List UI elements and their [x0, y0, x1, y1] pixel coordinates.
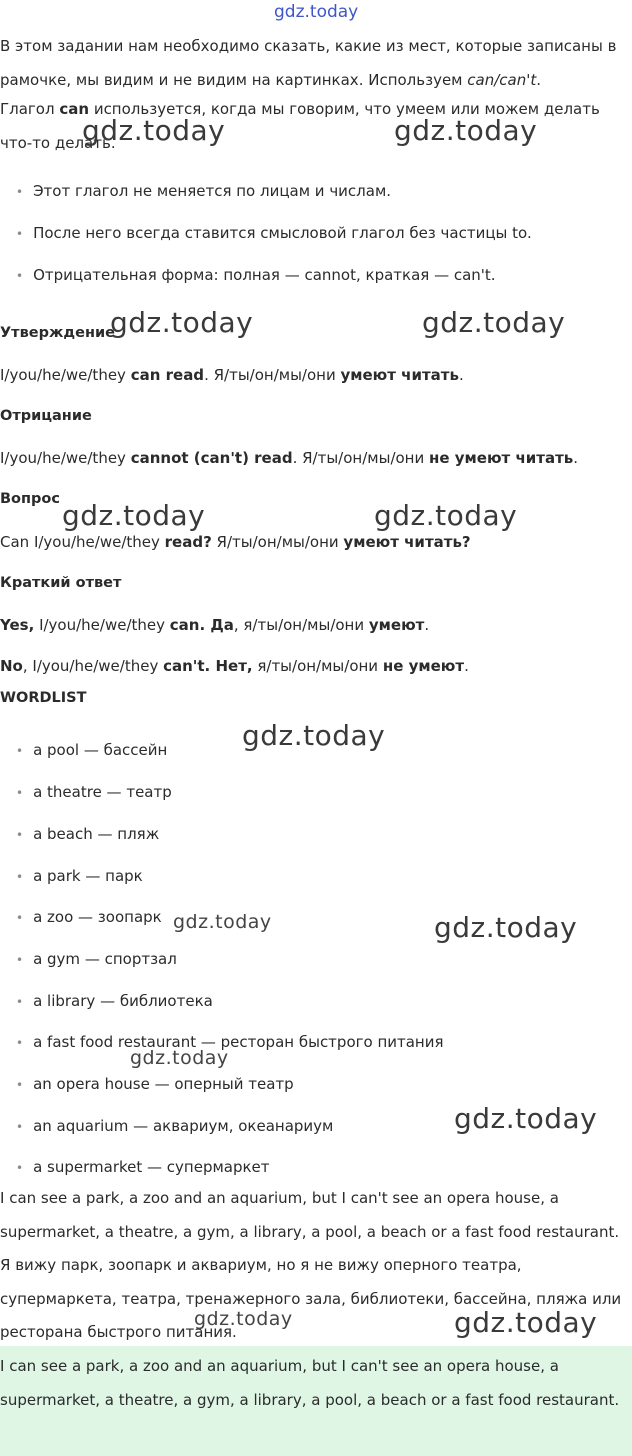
watermark: gdz.today [454, 1102, 598, 1135]
watermark: gdz.today [173, 911, 272, 933]
watermark: gdz.today [110, 306, 254, 339]
bullet-icon: • [16, 1078, 24, 1092]
watermark: gdz.today [454, 1306, 598, 1339]
bullet-icon: • [16, 870, 24, 884]
wordlist-item: • a fast food restaurant — ресторан быстрого питания [16, 1033, 444, 1051]
affirmative-heading: Утверждение [0, 325, 115, 341]
bullet-icon: • [16, 786, 24, 800]
wordlist-item: • a pool — бассейн [16, 741, 168, 759]
rule-item: • Этот глагол не меняется по лицам и числам. [16, 182, 392, 200]
short-answer-no: No, I/you/he/we/they can't. Нет, я/ты/он/мы/они не умеют. [0, 657, 469, 675]
bullet-icon: • [16, 744, 24, 758]
translation-paragraph: I can see a park, a zoo and an aquarium, but I can't see an opera house, a supermarket, a theatre, a gym, a library, a pool, a beach or a fast food restaurant. Я вижу парк, зоопарк и аквариум, но я не вижу оперного театра, супермаркета, театра, тренажерного зала, библиотеки, бассейна, пляжа или ресторана быстрого питания. [0, 1189, 622, 1341]
bullet-icon: • [16, 953, 24, 967]
wordlist-heading: WORDLIST [0, 690, 87, 706]
watermark: gdz.today [82, 114, 226, 147]
watermark: gdz.today [422, 306, 566, 339]
bullet-icon: • [16, 1036, 24, 1050]
negative-example: I/you/he/we/they cannot (can't) read. Я/ты/он/мы/они не умеют читать. [0, 449, 579, 467]
bullet-icon: • [16, 828, 24, 842]
wordlist-item: • a gym — спортзал [16, 950, 177, 968]
question-example: Can I/you/he/we/they read? Я/ты/он/мы/они умеют читать? [0, 533, 471, 551]
bullet-icon: • [16, 185, 24, 199]
wordlist-item: • a library — библиотека [16, 992, 213, 1010]
rule-item: • Отрицательная форма: полная — cannot, краткая — can't. [16, 266, 496, 284]
wordlist-item: • a theatre — театр [16, 783, 172, 801]
watermark: gdz.today [242, 719, 386, 752]
wordlist-item: • an opera house — оперный театр [16, 1075, 294, 1093]
watermark: gdz.today [374, 499, 518, 532]
negative-heading: Отрицание [0, 408, 92, 424]
affirmative-example: I/you/he/we/they can read. Я/ты/он/мы/они умеют читать. [0, 366, 464, 384]
watermark: gdz.today [194, 1308, 293, 1330]
can-usage-paragraph: Глагол can используется, когда мы говорим, что умеем или можем делать что-то делать. [0, 100, 600, 152]
intro-paragraph: В этом задании нам необходимо сказать, какие из мест, которые записаны в рамочке, мы видим и не видим на картинках. Используем can/can't. [0, 37, 617, 89]
short-answer-yes: Yes, I/you/he/we/they can. Да, я/ты/он/мы/они умеют. [0, 616, 430, 634]
answer-text: I can see a park, a zoo and an aquarium, but I can't see an opera house, a supermarket, a theatre, a gym, a library, a pool, a beach or a fast food restaurant. [0, 1357, 620, 1409]
wordlist-item: • a zoo — зоопарк [16, 908, 162, 926]
bullet-icon: • [16, 995, 24, 1009]
watermark-top: gdz.today [274, 2, 359, 22]
wordlist-item: • a park — парк [16, 867, 143, 885]
watermark: gdz.today [130, 1047, 229, 1069]
short-answer-heading: Краткий ответ [0, 575, 122, 591]
answer-box [0, 1346, 632, 1456]
bullet-icon: • [16, 269, 24, 283]
watermark: gdz.today [62, 499, 206, 532]
question-heading: Вопрос [0, 491, 60, 507]
rule-item: • После него всегда ставится смысловой глагол без частицы to. [16, 224, 532, 242]
watermark: gdz.today [394, 114, 538, 147]
bullet-icon: • [16, 1120, 24, 1134]
bullet-icon: • [16, 911, 24, 925]
wordlist-item: • an aquarium — аквариум, океанариум [16, 1117, 334, 1135]
bullet-icon: • [16, 1161, 24, 1175]
bullet-icon: • [16, 227, 24, 241]
watermark: gdz.today [434, 911, 578, 944]
wordlist-item: • a supermarket — супермаркет [16, 1158, 270, 1176]
wordlist-item: • a beach — пляж [16, 825, 160, 843]
